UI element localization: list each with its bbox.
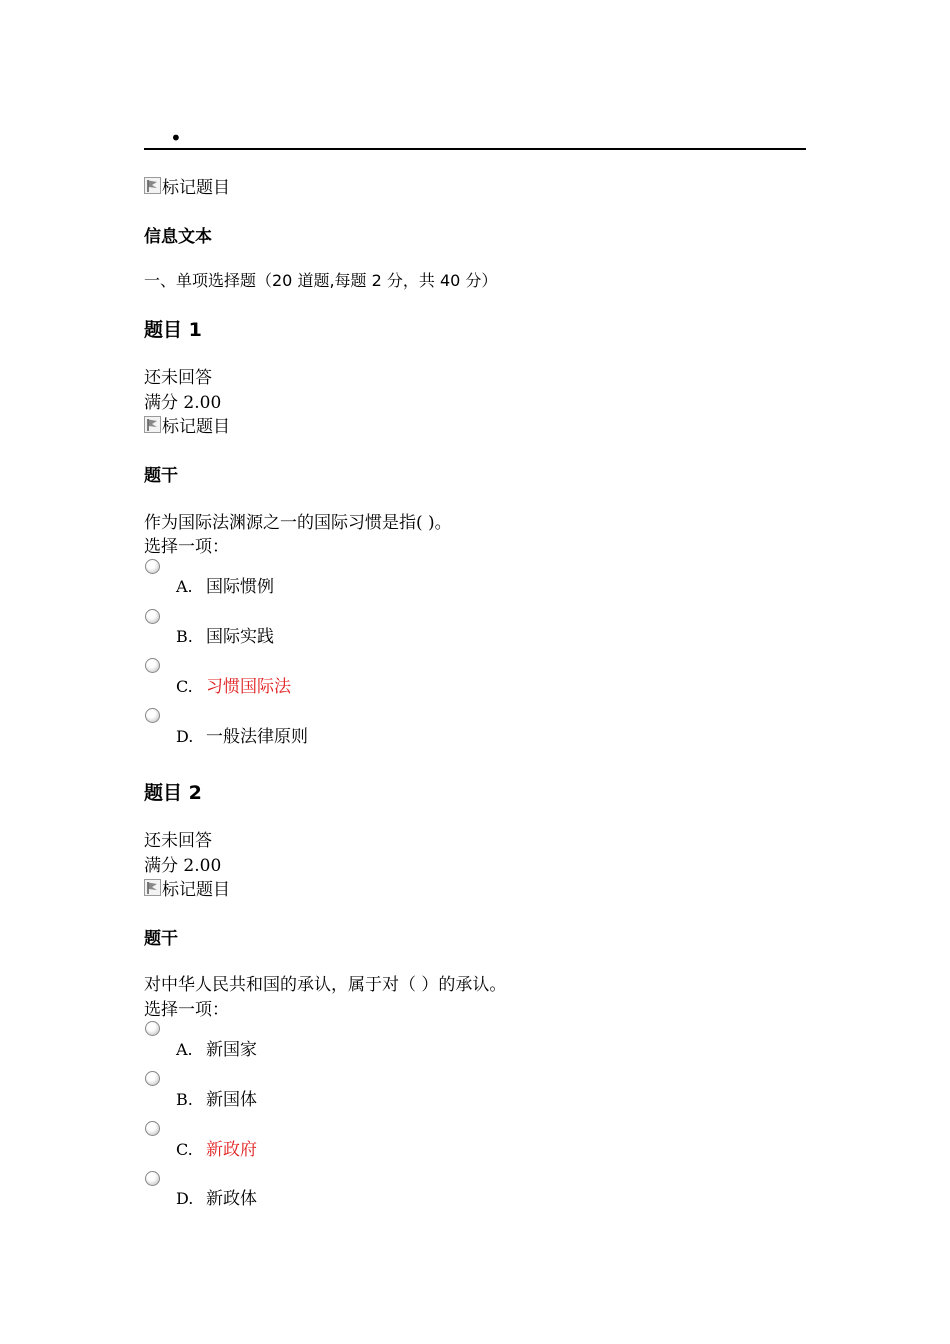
question-1-option-a[interactable]: [176, 572, 274, 597]
question-1-option-d[interactable]: [176, 722, 308, 747]
question-1-option-a-radio[interactable]: [145, 559, 160, 574]
question-1-option-c[interactable]: [176, 672, 291, 697]
option-letter: B.: [176, 627, 193, 646]
question-1-score: 满分 2.00: [144, 393, 222, 413]
flag-icon: [144, 416, 161, 433]
option-letter: D.: [176, 727, 194, 746]
question-1-title: 题目 1: [144, 319, 202, 341]
question-2-score: 满分 2.00: [144, 856, 222, 876]
info-title: 信息文本: [144, 227, 212, 247]
option-letter: C.: [176, 1140, 193, 1159]
option-text: 国际惯例: [206, 577, 274, 597]
flag-label: 标记题目: [162, 417, 230, 437]
question-1-flag-link[interactable]: [144, 412, 230, 437]
question-2-title: 题目 2: [144, 782, 202, 804]
option-text: 新国体: [206, 1090, 257, 1110]
question-1-prompt: 选择一项：: [144, 537, 229, 557]
option-letter: B.: [176, 1090, 193, 1109]
option-text-highlighted: 新政府: [206, 1140, 257, 1160]
question-2-status: 还未回答: [144, 831, 212, 851]
question-1-option-d-radio[interactable]: [145, 708, 160, 723]
option-letter: D.: [176, 1189, 194, 1208]
question-1-option-b-radio[interactable]: [145, 609, 160, 624]
option-text: 新国家: [206, 1040, 257, 1060]
option-letter: C.: [176, 677, 193, 696]
option-text: 新政体: [206, 1189, 257, 1209]
question-2-option-b[interactable]: [176, 1085, 257, 1110]
question-2-option-c-radio[interactable]: [145, 1121, 160, 1136]
question-1-option-b[interactable]: [176, 622, 274, 647]
nav-bullet: •: [170, 126, 182, 150]
question-2-stem-label: 题干: [144, 929, 178, 949]
flag-question-link[interactable]: [144, 173, 230, 198]
flag-label: 标记题目: [162, 880, 230, 900]
question-1-status: 还未回答: [144, 368, 212, 388]
question-1-option-c-radio[interactable]: [145, 658, 160, 673]
header-rule: [144, 148, 806, 150]
flag-icon: [144, 177, 161, 194]
question-2-stem: 对中华人民共和国的承认，属于对（ ）的承认。: [144, 975, 507, 995]
option-letter: A.: [176, 577, 193, 596]
flag-label: 标记题目: [162, 178, 230, 198]
question-2-prompt: 选择一项：: [144, 1000, 229, 1020]
question-2-flag-link[interactable]: [144, 875, 230, 900]
question-2-option-c[interactable]: [176, 1135, 257, 1160]
question-1-stem: 作为国际法渊源之一的国际习惯是指( )。: [144, 513, 452, 533]
option-text-highlighted: 习惯国际法: [206, 677, 291, 697]
option-letter: A.: [176, 1040, 193, 1059]
flag-icon: [144, 879, 161, 896]
question-2-option-a[interactable]: [176, 1035, 257, 1060]
question-2-option-d[interactable]: [176, 1184, 257, 1209]
option-text: 一般法律原则: [206, 727, 308, 747]
question-2-option-a-radio[interactable]: [145, 1021, 160, 1036]
info-text: 一、单项选择题（20 道题,每题 2 分，共 40 分）: [144, 271, 498, 290]
option-text: 国际实践: [206, 627, 274, 647]
question-1-stem-label: 题干: [144, 466, 178, 486]
question-2-option-b-radio[interactable]: [145, 1071, 160, 1086]
question-2-option-d-radio[interactable]: [145, 1171, 160, 1186]
